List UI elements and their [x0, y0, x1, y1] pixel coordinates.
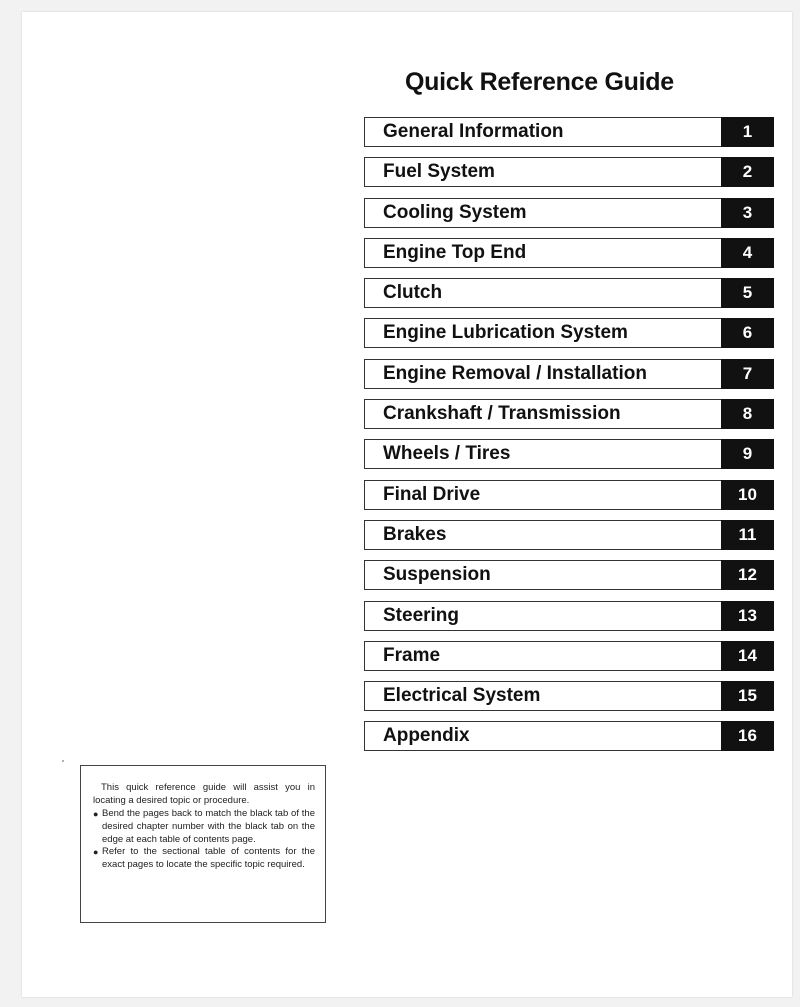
- toc-entry-label: Cooling System: [364, 198, 721, 228]
- toc-entry-tab[interactable]: 6: [721, 318, 774, 348]
- toc-entry-label: Brakes: [364, 520, 721, 550]
- toc-entry[interactable]: [364, 359, 774, 389]
- usage-note-bullet: [93, 808, 315, 846]
- toc-entry[interactable]: [364, 681, 774, 711]
- toc-entry-tab[interactable]: 2: [721, 157, 774, 187]
- toc-entry-label: Final Drive: [364, 480, 721, 510]
- toc-entry[interactable]: [364, 278, 774, 308]
- usage-note-bullet: [93, 846, 315, 871]
- toc-entry-label: Steering: [364, 601, 721, 631]
- toc-entry-label: Wheels / Tires: [364, 439, 721, 469]
- toc-entry[interactable]: [364, 480, 774, 510]
- toc-entry-label: General Information: [364, 117, 721, 147]
- toc-entry-label: Crankshaft / Transmission: [364, 399, 721, 429]
- toc-entry[interactable]: [364, 560, 774, 590]
- toc-entry[interactable]: [364, 601, 774, 631]
- toc-entry-tab[interactable]: 5: [721, 278, 774, 308]
- page-speck: [62, 760, 64, 762]
- toc-entry-tab[interactable]: 10: [721, 480, 774, 510]
- toc-entry[interactable]: [364, 641, 774, 671]
- toc-entry-tab[interactable]: 11: [721, 520, 774, 550]
- quick-reference-list: [364, 117, 774, 762]
- usage-note-bullet-text: Refer to the sectional table of contents for the exact pages to locate the specific topic required.: [102, 846, 315, 870]
- toc-entry-label: Electrical System: [364, 681, 721, 711]
- toc-entry[interactable]: [364, 117, 774, 147]
- usage-note-intro: This quick reference guide will assist you in locating a desired topic or procedure.: [93, 782, 315, 806]
- toc-entry[interactable]: [364, 439, 774, 469]
- toc-entry-label: Clutch: [364, 278, 721, 308]
- toc-entry-tab[interactable]: 8: [721, 399, 774, 429]
- toc-entry-tab[interactable]: 1: [721, 117, 774, 147]
- usage-note-box: [80, 765, 326, 923]
- toc-entry-tab[interactable]: 16: [721, 721, 774, 751]
- toc-entry-tab[interactable]: 3: [721, 198, 774, 228]
- page-title: Quick Reference Guide: [405, 68, 674, 96]
- toc-entry[interactable]: [364, 721, 774, 751]
- toc-entry-tab[interactable]: 7: [721, 359, 774, 389]
- toc-entry[interactable]: [364, 157, 774, 187]
- toc-entry-label: Appendix: [364, 721, 721, 751]
- usage-note-bullet-text: Bend the pages back to match the black tab of the desired chapter number with the black tab on the edge at each table of contents page.: [102, 808, 315, 845]
- toc-entry-label: Suspension: [364, 560, 721, 590]
- toc-entry-tab[interactable]: 12: [721, 560, 774, 590]
- toc-entry-tab[interactable]: 4: [721, 238, 774, 268]
- toc-entry-label: Frame: [364, 641, 721, 671]
- bullet-icon: ●: [93, 809, 99, 820]
- toc-entry-label: Engine Top End: [364, 238, 721, 268]
- toc-entry[interactable]: [364, 520, 774, 550]
- toc-entry-label: Engine Lubrication System: [364, 318, 721, 348]
- toc-entry[interactable]: [364, 399, 774, 429]
- toc-entry-tab[interactable]: 13: [721, 601, 774, 631]
- toc-entry[interactable]: [364, 318, 774, 348]
- toc-entry[interactable]: [364, 238, 774, 268]
- bullet-icon: ●: [93, 847, 99, 858]
- toc-entry-tab[interactable]: 9: [721, 439, 774, 469]
- toc-entry-tab[interactable]: 14: [721, 641, 774, 671]
- toc-entry-tab[interactable]: 15: [721, 681, 774, 711]
- toc-entry[interactable]: [364, 198, 774, 228]
- toc-entry-label: Fuel System: [364, 157, 721, 187]
- toc-entry-label: Engine Removal / Installation: [364, 359, 721, 389]
